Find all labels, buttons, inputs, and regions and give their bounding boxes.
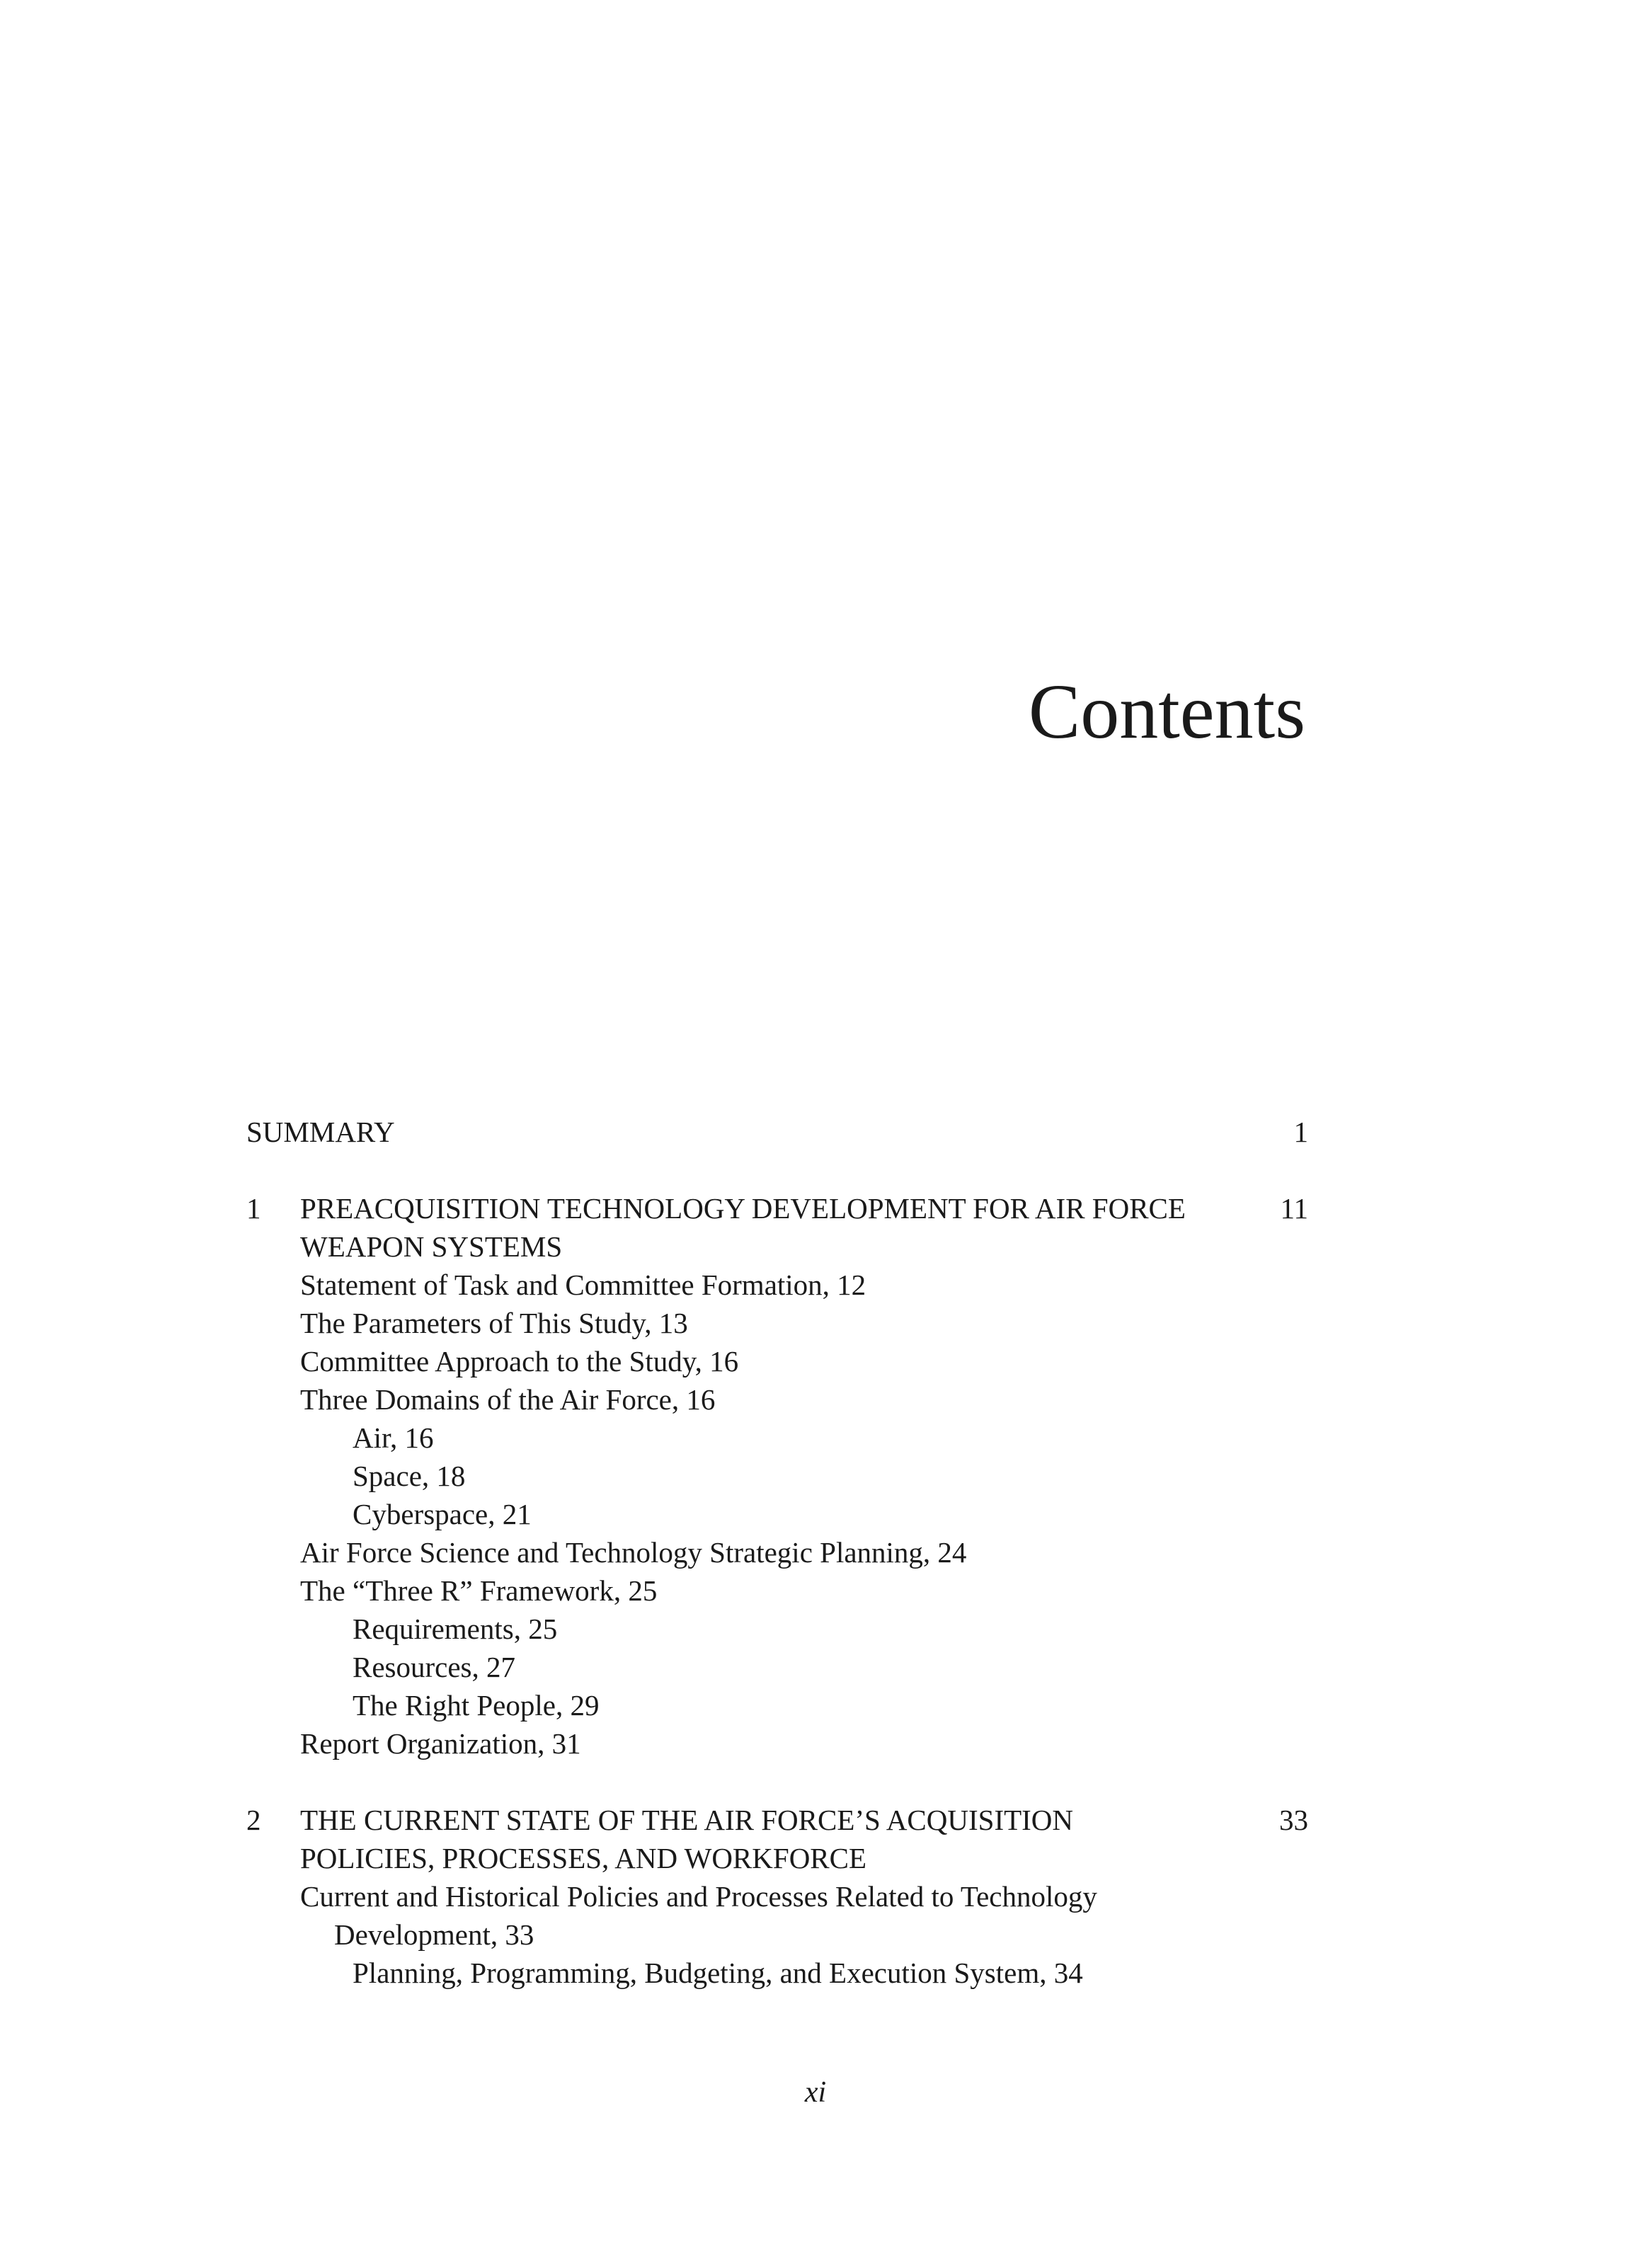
toc-entry-chapter-1 [246, 1189, 1308, 1763]
toc-entry-chapter-2 [246, 1801, 1308, 1992]
toc-subentry[interactable]: Air Force Science and Technology Strategic Planning, 24 [300, 1536, 967, 1569]
toc-subentry[interactable]: Statement of Task and Committee Formation, 12 [300, 1268, 866, 1301]
toc-subentry[interactable]: Three Domains of the Air Force, 16 [300, 1383, 716, 1416]
toc-entry-page: 11 [1280, 1192, 1308, 1225]
page-title: Contents [1028, 668, 1305, 755]
table-of-contents [246, 1113, 1308, 1992]
chapter-number: 1 [246, 1192, 261, 1225]
toc-subentry[interactable]: The Right People, 29 [353, 1689, 600, 1722]
toc-entry-page: 33 [1279, 1804, 1308, 1836]
toc-subentry[interactable]: Committee Approach to the Study, 16 [300, 1345, 739, 1378]
toc-subentry-continuation[interactable]: Development, 33 [334, 1918, 534, 1951]
toc-subentry[interactable]: The “Three R” Framework, 25 [300, 1574, 658, 1607]
toc-subentry[interactable]: Current and Historical Policies and Processes Related to Technology [300, 1880, 1097, 1913]
toc-entry-title[interactable]: PREACQUISITION TECHNOLOGY DEVELOPMENT FOR AIR FORCE WEAPON SYSTEMS [300, 1192, 1186, 1263]
toc-entry-title[interactable]: SUMMARY [246, 1116, 395, 1148]
toc-subentry[interactable]: Resources, 27 [353, 1651, 516, 1683]
page-number: xi [804, 2076, 827, 2109]
toc-entry-page: 1 [1293, 1116, 1308, 1148]
toc-subentry[interactable]: Cyberspace, 21 [353, 1498, 532, 1530]
toc-subentry[interactable]: Planning, Programming, Budgeting, and Execution System, 34 [353, 1957, 1083, 1989]
toc-subentry[interactable]: Space, 18 [353, 1460, 466, 1492]
toc-subentry[interactable]: Requirements, 25 [353, 1613, 558, 1645]
toc-subentry[interactable]: Air, 16 [353, 1421, 434, 1454]
toc-subentry[interactable]: The Parameters of This Study, 13 [300, 1307, 688, 1339]
toc-entry-summary[interactable] [246, 1113, 1308, 1151]
toc-entry-title[interactable]: THE CURRENT STATE OF THE AIR FORCE’S ACQUISITION POLICIES, PROCESSES, AND WORKFORCE [300, 1804, 1074, 1874]
chapter-number: 2 [246, 1804, 261, 1836]
toc-subentry[interactable]: Report Organization, 31 [300, 1727, 581, 1760]
